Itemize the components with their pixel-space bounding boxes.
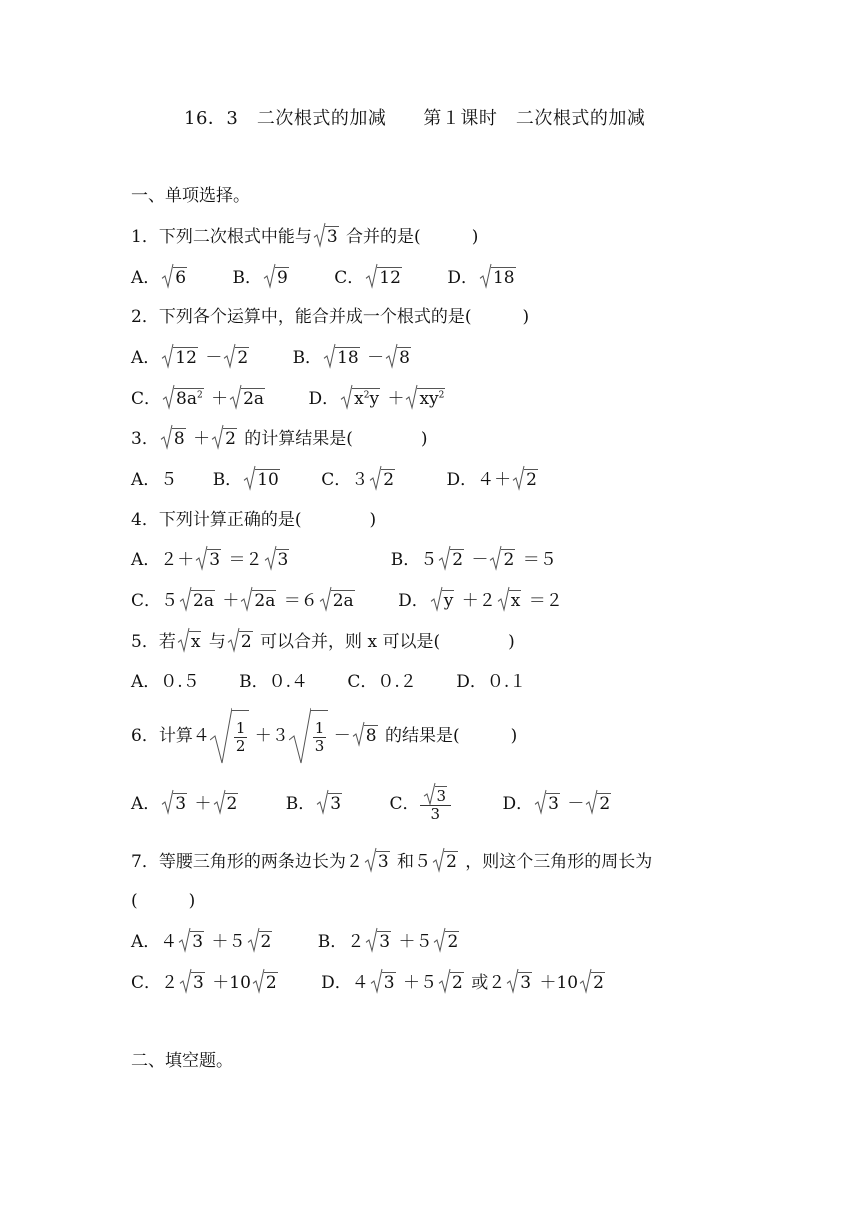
question-6: 6．计算４ $\frac{1}{2}$ ＋３ $\frac{1}{3}$ － 8 的结果是( ) (131, 710, 517, 762)
option-a[interactable]: A．２＋ 3 ＝２ 3 (131, 550, 291, 570)
option-a[interactable]: A． 12 － 2 (131, 348, 251, 368)
option-b[interactable]: B． 9 (233, 268, 291, 288)
option-d[interactable]: D．４＋ 2 (446, 470, 539, 490)
question-5-options[interactable]: A．０.５ B．０.４ C．０.２ D．０.１ (131, 672, 527, 692)
option-c[interactable]: C．２ 3 ＋10 2 (131, 973, 280, 993)
question-1-options (131, 267, 518, 289)
option-a[interactable]: A． 3 ＋ 2 (131, 794, 240, 814)
option-d[interactable]: D．４ 3 ＋５ 2 或２ 3 ＋10 2 (321, 973, 607, 993)
option-c[interactable]: C． $8a^2$ ＋ 2a (131, 389, 267, 409)
question-3-options (131, 469, 540, 491)
section-heading-fill-blank: 二、填空题。 (131, 1051, 233, 1071)
question-7-blank: ( ) (131, 891, 196, 911)
question-7-options-ab (131, 931, 461, 953)
option-c[interactable]: C． 12 (334, 268, 404, 288)
sqrt-fraction: $\frac{1}{2}$ (210, 710, 250, 763)
option-d[interactable]: D． 3 － 2 (502, 794, 613, 814)
question-2: 2．下列各个运算中，能合并成一个根式的是( ) (131, 307, 530, 327)
option-a[interactable]: A．４ 3 ＋５ 2 (131, 932, 274, 952)
option-d[interactable]: D． y ＋２ x ＝２ (398, 591, 563, 611)
option-c[interactable]: C．５ 2a ＋ 2a ＝６ 2a (131, 591, 357, 611)
option-a[interactable]: A．５ (131, 470, 178, 490)
question-7-options-cd (131, 972, 607, 994)
option-b[interactable]: B．５ 2 － 2 ＝５ (391, 550, 557, 570)
option-b[interactable]: B．２ 3 ＋５ 2 (318, 932, 462, 952)
option-b[interactable]: B． 3 (286, 794, 344, 814)
question-3: 3． 8 ＋ 2 的计算结果是( ) (131, 428, 428, 450)
question-1: 1．下列二次根式中能与 3 合并的是( ) (131, 226, 478, 248)
option-a[interactable]: A． 6 (131, 268, 189, 288)
question-7: 7．等腰三角形的两条边长为２ 3 和５ 2 ，则这个三角形的周长为 (131, 851, 652, 873)
option-b[interactable]: B． 10 (213, 470, 282, 490)
question-2-options-cd (131, 388, 447, 410)
option-d[interactable]: D． $x^2y$ ＋ $xy^2$ (308, 389, 447, 409)
question-6-options (131, 782, 613, 826)
question-2-options-ab (131, 347, 413, 369)
sqrt-symbol: 3 (314, 226, 339, 246)
option-b[interactable]: B． 18 － 8 (293, 348, 413, 368)
question-4-options-ab (131, 549, 557, 571)
question-4: 4．下列计算正确的是( ) (131, 510, 377, 530)
option-d[interactable]: D． 18 (447, 268, 517, 288)
option-c[interactable]: C．３ 2 (321, 470, 397, 490)
option-c[interactable]: C． $\frac{3}{3}$ (389, 794, 451, 814)
section-heading-single-choice: 一、单项选择。 (131, 186, 250, 206)
page-title: 16．3 二次根式的加减 第１课时 二次根式的加减 (184, 108, 646, 129)
question-4-options-cd (131, 590, 563, 612)
question-5: 5．若 x 与 2 可以合并，则 x 可以是( ) (131, 631, 515, 653)
